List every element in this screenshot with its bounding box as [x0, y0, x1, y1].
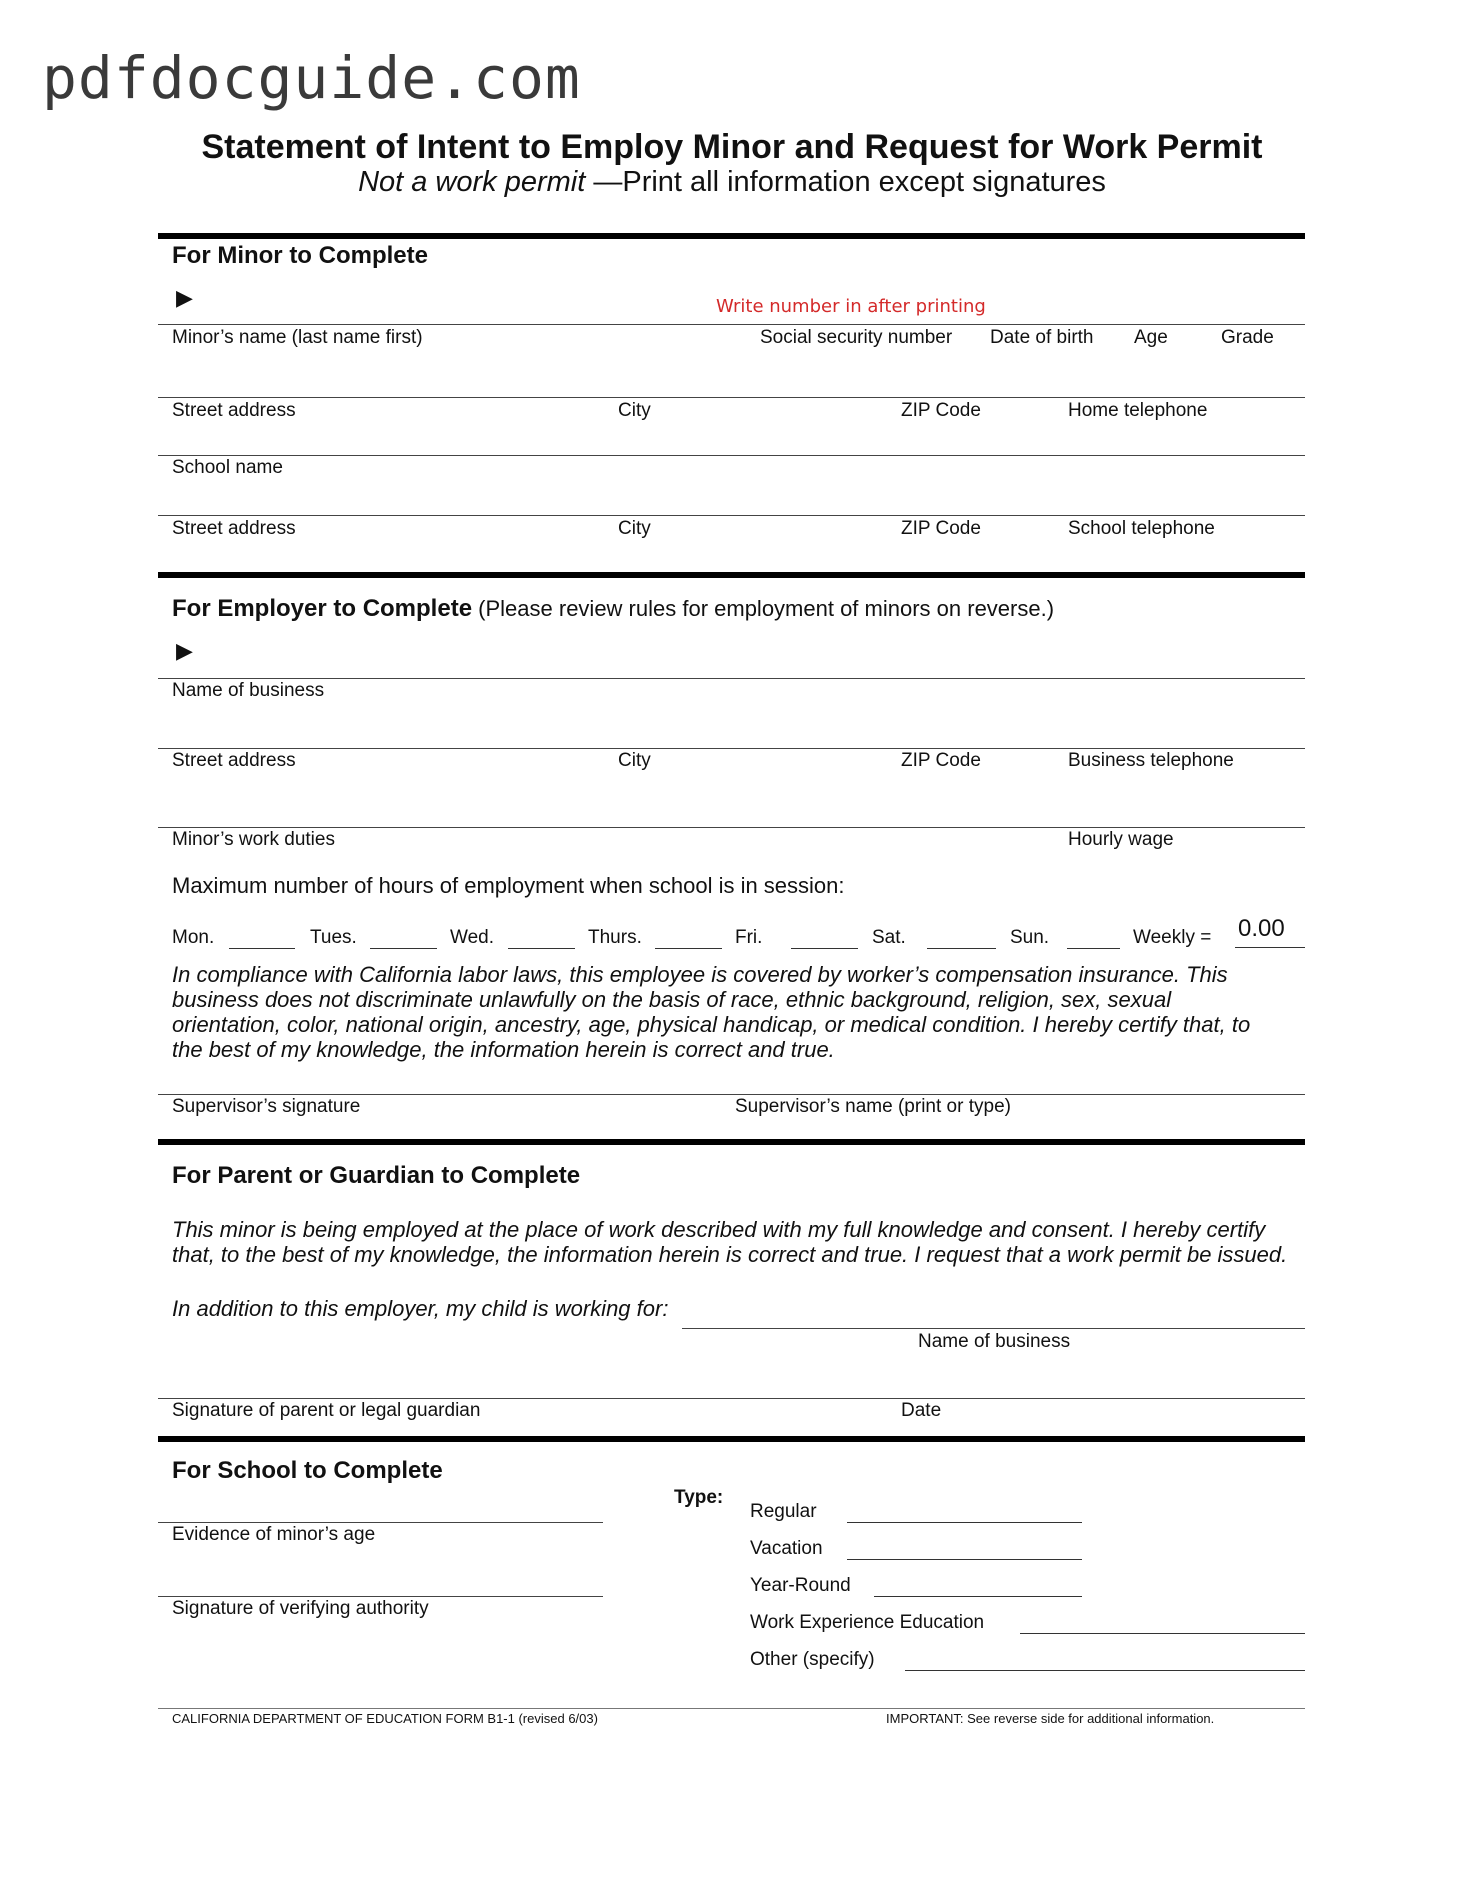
hourly-wage-label: Hourly wage: [1068, 829, 1174, 850]
ssn-label: Social security number: [760, 327, 953, 348]
evidence-of-age-label: Evidence of minor’s age: [172, 1524, 376, 1545]
school-name-label: School name: [172, 457, 283, 478]
tuesday-label: Tues.: [310, 927, 357, 948]
school-section-heading: For School to Complete: [172, 1457, 443, 1484]
minor-name-line[interactable]: [158, 324, 1305, 325]
type-year-round-field[interactable]: [874, 1596, 1082, 1597]
thursday-hours-field[interactable]: [655, 948, 722, 949]
watermark: pdfdocguide.com: [42, 44, 581, 112]
parent-section-heading: For Parent or Guardian to Complete: [172, 1162, 581, 1189]
type-other-field[interactable]: [905, 1670, 1305, 1671]
type-wee-field[interactable]: [1020, 1633, 1305, 1634]
monday-hours-field[interactable]: [229, 948, 295, 949]
evidence-of-age-line[interactable]: [158, 1522, 603, 1523]
max-hours-label: Maximum number of hours of employment when school is in session:: [172, 873, 845, 898]
business-telephone-label: Business telephone: [1068, 750, 1234, 771]
type-vacation-label: Vacation: [750, 1538, 823, 1559]
form-id-footer: CALIFORNIA DEPARTMENT OF EDUCATION FORM B1-1 (revised 6/03): [172, 1711, 598, 1726]
work-duties-label: Minor’s work duties: [172, 829, 335, 850]
business-name-line[interactable]: [158, 678, 1305, 679]
school-zip-label: ZIP Code: [901, 518, 981, 539]
section-divider-parent: [158, 1139, 1305, 1145]
employer-heading-note: (Please review rules for employment of minors on reverse.): [472, 596, 1055, 621]
wednesday-label: Wed.: [450, 927, 495, 948]
saturday-hours-field[interactable]: [927, 948, 996, 949]
thursday-label: Thurs.: [588, 927, 642, 948]
home-telephone-label: Home telephone: [1068, 400, 1208, 421]
tuesday-hours-field[interactable]: [370, 948, 437, 949]
additional-employer-label: In addition to this employer, my child is working for:: [172, 1296, 669, 1321]
important-note-footer: IMPORTANT: See reverse side for additional information.: [886, 1711, 1215, 1726]
type-vacation-field[interactable]: [847, 1559, 1082, 1560]
supervisor-signature-label: Supervisor’s signature: [172, 1096, 361, 1117]
weekly-total-value[interactable]: 0.00: [1238, 915, 1285, 942]
minor-name-label: Minor’s name (last name first): [172, 327, 423, 348]
permit-type-label: Type:: [674, 1487, 724, 1508]
school-street-label: Street address: [172, 518, 296, 539]
minor-section-heading: For Minor to Complete: [172, 242, 428, 269]
school-address-line[interactable]: [158, 515, 1305, 516]
additional-business-line[interactable]: [682, 1328, 1305, 1329]
form-title: Statement of Intent to Employ Minor and Request for Work Permit: [201, 128, 1263, 166]
school-city-label: City: [618, 518, 651, 539]
type-regular-label: Regular: [750, 1501, 817, 1522]
footer-rule: [158, 1708, 1305, 1709]
parent-consent-statement: This minor is being employed at the place of work described with my full knowledge and consent. I hereby certify that, to the best of my knowledge, the information herein is correct and true. I request that a work permit be issued.: [172, 1217, 1288, 1267]
sunday-hours-field[interactable]: [1067, 948, 1120, 949]
minor-city-label: City: [618, 400, 651, 421]
additional-business-label: Name of business: [918, 1331, 1071, 1352]
employer-arrow-icon: ▶: [176, 638, 193, 663]
business-name-label: Name of business: [172, 680, 325, 701]
verifying-authority-line[interactable]: [158, 1596, 603, 1597]
friday-label: Fri.: [735, 927, 763, 948]
business-city-label: City: [618, 750, 651, 771]
minor-zip-label: ZIP Code: [901, 400, 981, 421]
friday-hours-field[interactable]: [791, 948, 858, 949]
grade-label: Grade: [1221, 327, 1274, 348]
parent-signature-line[interactable]: [158, 1398, 1305, 1399]
business-zip-label: ZIP Code: [901, 750, 981, 771]
type-year-round-label: Year-Round: [750, 1575, 851, 1596]
work-duties-line[interactable]: [158, 827, 1305, 828]
wednesday-hours-field[interactable]: [508, 948, 575, 949]
section-divider-minor: [158, 233, 1305, 239]
minor-street-label: Street address: [172, 400, 296, 421]
dob-label: Date of birth: [990, 327, 1094, 348]
ssn-print-note: Write number in after printing: [716, 296, 986, 317]
type-other-label: Other (specify): [750, 1649, 875, 1670]
employer-heading-text: For Employer to Complete: [172, 595, 473, 622]
compliance-statement: In compliance with California labor laws, this employee is covered by worker’s compensation insurance. This business does not discriminate unlawfully on the basis of race, ethnic background, religion, sex, sexual orientation, color, national origin, ancestry, age, physical handicap, or medical condition. I hereby certify that, to the best of my knowledge, the information herein is correct and true.: [172, 962, 1251, 1062]
saturday-label: Sat.: [872, 927, 906, 948]
school-name-line[interactable]: [158, 455, 1305, 456]
monday-label: Mon.: [172, 927, 215, 948]
type-wee-label: Work Experience Education: [750, 1612, 985, 1633]
type-regular-field[interactable]: [847, 1522, 1082, 1523]
supervisor-signature-line[interactable]: [158, 1094, 1305, 1095]
minor-address-line[interactable]: [158, 397, 1305, 398]
supervisor-name-label: Supervisor’s name (print or type): [735, 1096, 1011, 1117]
business-address-line[interactable]: [158, 748, 1305, 749]
age-label: Age: [1134, 327, 1168, 348]
employer-section-heading: [172, 595, 1054, 623]
section-divider-school: [158, 1436, 1305, 1442]
form-subtitle: [0, 166, 1464, 199]
parent-signature-label: Signature of parent or legal guardian: [172, 1400, 481, 1421]
section-divider-employer: [158, 572, 1305, 578]
subtitle-not-permit: Not a work permit: [358, 166, 586, 198]
subtitle-instructions: —Print all information except signatures: [585, 166, 1106, 198]
parent-date-label: Date: [901, 1400, 942, 1421]
verifying-authority-label: Signature of verifying authority: [172, 1598, 429, 1619]
weekly-label: Weekly =: [1133, 927, 1212, 948]
minor-arrow-icon: ▶: [176, 285, 193, 310]
weekly-total-underline: [1235, 947, 1305, 948]
business-street-label: Street address: [172, 750, 296, 771]
school-telephone-label: School telephone: [1068, 518, 1215, 539]
sunday-label: Sun.: [1010, 927, 1050, 948]
